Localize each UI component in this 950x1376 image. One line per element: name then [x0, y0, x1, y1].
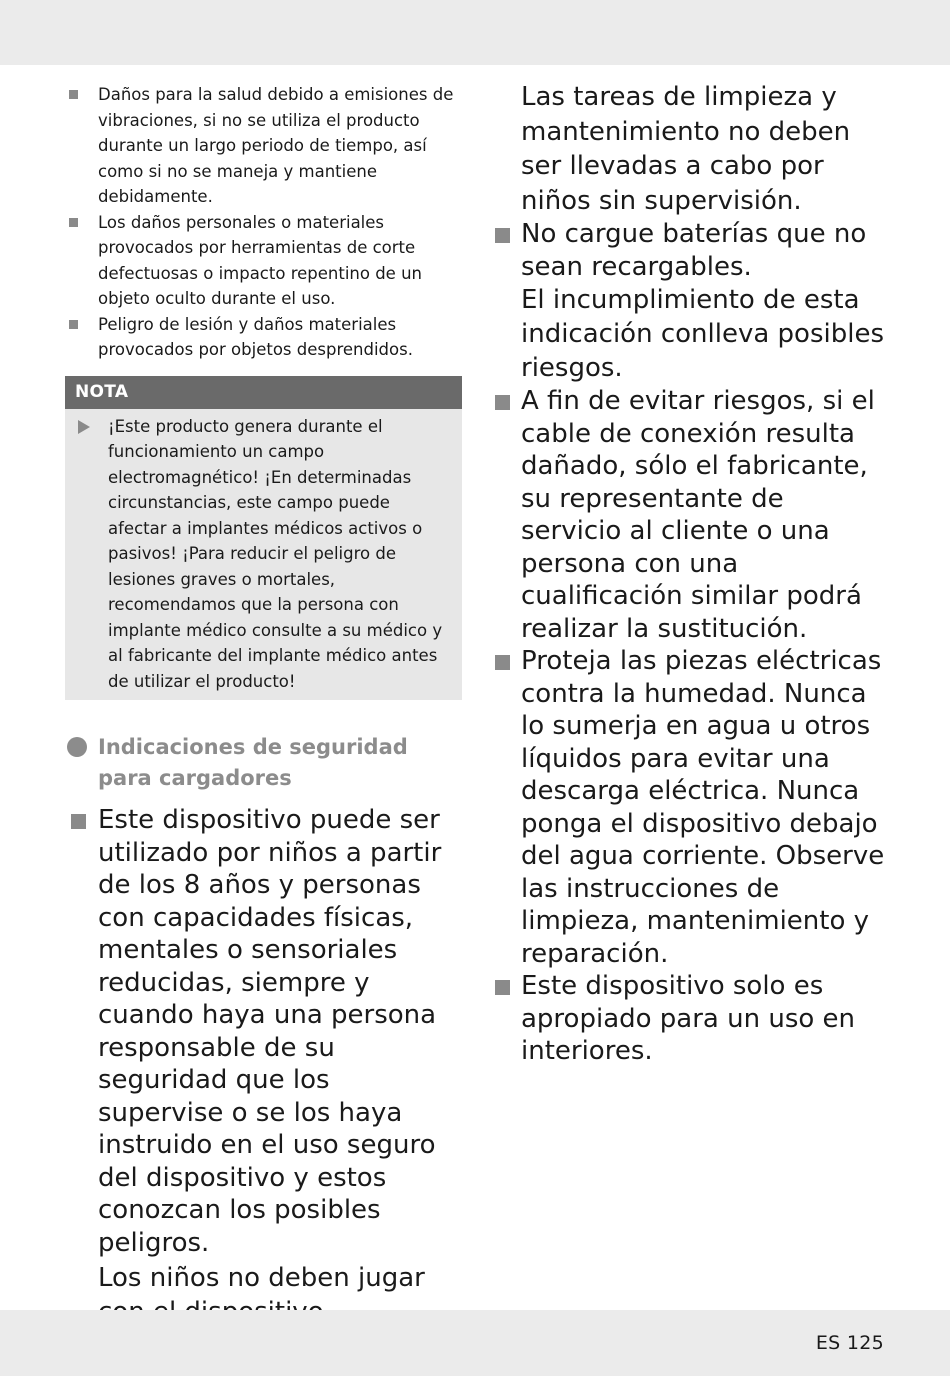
- list-item: [65, 210, 463, 312]
- list-item: [65, 312, 463, 363]
- square-bullet-icon: [495, 655, 510, 670]
- square-bullet-icon: [69, 90, 78, 99]
- list-item: [493, 218, 888, 283]
- note-title: NOTA: [65, 376, 462, 409]
- right-column: [493, 80, 888, 1068]
- hazard-list: [65, 82, 463, 363]
- note-body: [65, 409, 462, 695]
- list-item-note: El incumplimiento de esta indicación conlleva posibles riesgos.: [521, 285, 884, 383]
- triangle-bullet-icon: [78, 420, 90, 434]
- list-item-text: Este dispositivo solo es apropiado para un uso en interiores.: [521, 971, 856, 1066]
- list-item-text: Peligro de lesión y daños materiales provocados por objetos desprendidos.: [98, 314, 413, 359]
- section-heading-text: Indicaciones de seguridad para cargadores: [98, 735, 408, 790]
- list-item: [65, 82, 463, 210]
- list-item: [493, 645, 888, 970]
- list-item-text: Daños para la salud debido a emisiones de vibraciones, si no se utiliza el producto durante un largo periodo de tiempo, así como si no se maneja y mantiene debidamente.: [98, 85, 454, 206]
- list-item-text: Los daños personales o materiales provocados por herramientas de corte defectuosas o impacto repentino de un objeto oculto durante el uso.: [98, 212, 422, 308]
- page-number: ES 125: [815, 1332, 884, 1354]
- square-bullet-icon: [69, 218, 78, 227]
- list-item-text: A fin de evitar riesgos, si el cable de conexión resulta dañado, sólo el fabricante, su representante de servicio al cliente o una persona con una cualificación similar podrá realizar la sustitución.: [521, 386, 875, 644]
- paragraph: Las tareas de limpieza y mantenimiento no deben ser llevadas a cabo por niños sin supervisión.: [521, 82, 851, 216]
- footer-band: [0, 1310, 950, 1376]
- circle-bullet-icon: [67, 737, 87, 757]
- square-bullet-icon: [495, 228, 510, 243]
- list-item-text: No cargue baterías que no sean recargables.: [521, 219, 867, 282]
- list-item: [65, 804, 463, 1259]
- header-band: [0, 0, 950, 65]
- note-text: ¡Este producto genera durante el funcionamiento un campo electromagnético! ¡En determinadas circunstancias, este campo puede afectar a implantes médicos activos o pasivos! ¡Para reducir el peligro de lesiones graves o mortales, recomendamos que la persona con implante médico consulte a su médico y al fabricante del implante médico antes de utilizar el producto!: [108, 416, 443, 691]
- section-heading: [65, 732, 463, 794]
- list-item-text: Este dispositivo puede ser utilizado por niños a partir de los 8 años y personas con capacidades físicas, mentales o sensoriales reducidas, siempre y cuando haya una persona responsable de su seguridad que los supervise o se los haya instruido en el uso seguro del dispositivo y estos conozcan los posibles peligros.: [98, 805, 442, 1258]
- list-item: [493, 385, 888, 645]
- square-bullet-icon: [495, 980, 510, 995]
- list-item-text: Proteja las piezas eléctricas contra la humedad. Nunca lo sumerja en agua u otros líquidos para evitar una descarga eléctrica. Nunca ponga el dispositivo debajo del agua corriente. Observe las instrucciones de limpieza, mantenimiento y reparación.: [521, 646, 885, 969]
- square-bullet-icon: [69, 320, 78, 329]
- note-box: [65, 376, 462, 701]
- left-column: [65, 82, 463, 1329]
- square-bullet-icon: [71, 814, 86, 829]
- list-item-note: Los niños no deben jugar: [98, 1263, 425, 1293]
- list-item: [493, 970, 888, 1068]
- square-bullet-icon: [495, 395, 510, 410]
